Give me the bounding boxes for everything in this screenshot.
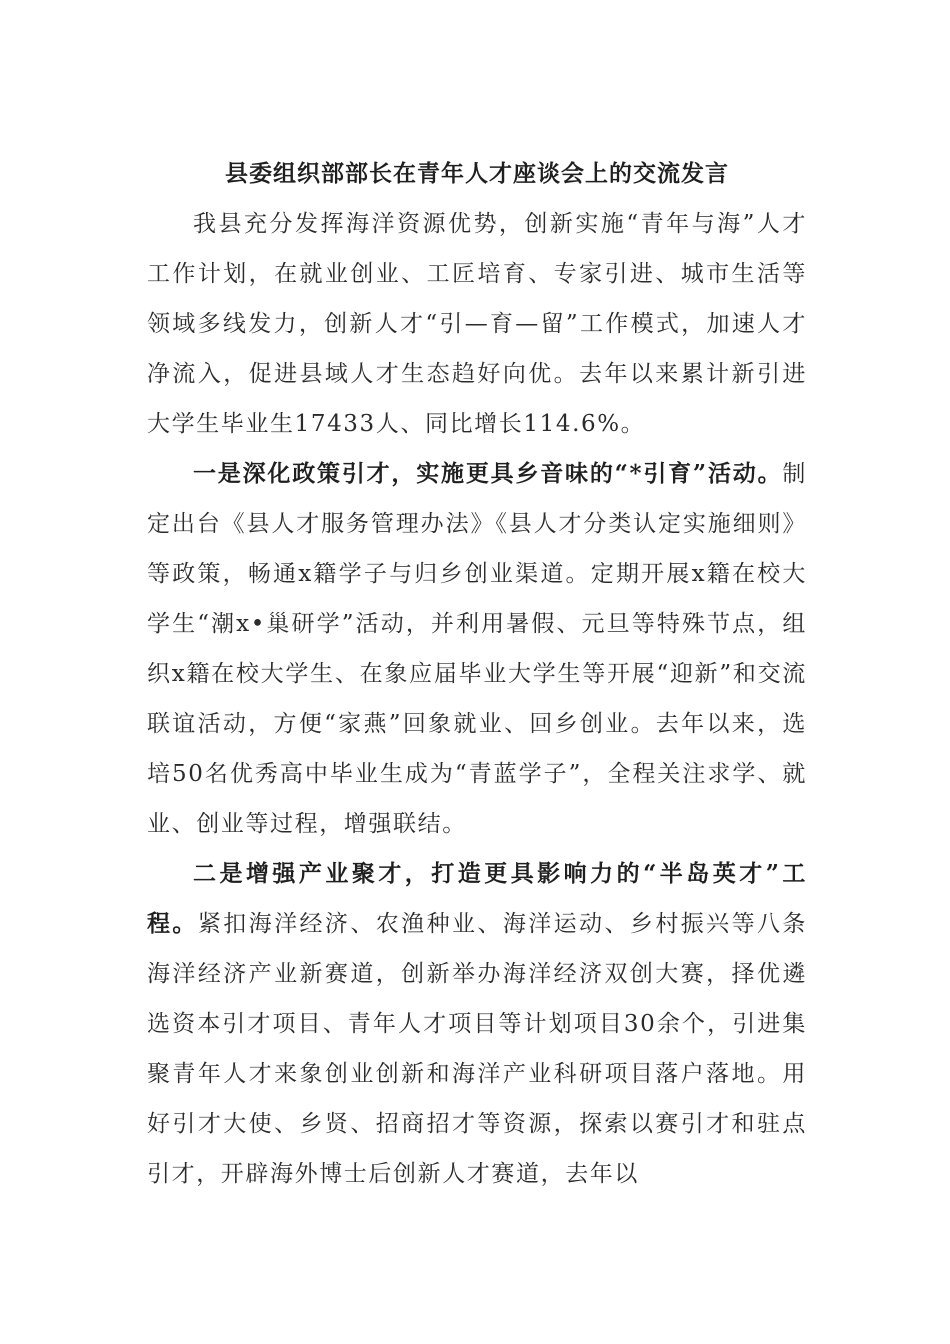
paragraph-intro (147, 199, 807, 449)
paragraph-policy (147, 449, 807, 849)
paragraph-text: 制定出台《县人才服务管理办法》《县人才分类认定实施细则》等政策，畅通x籍学子与归乡创业渠道。定期开展x籍在校大学生“潮x•巢研学”活动，并利用暑假、元旦等特殊节点，组织x籍在校大学生、在象应届毕业大学生等开展“迎新”和交流联谊活动，方便“家燕”回象就业、回乡创业。去年以来，选培50名优秀高中毕业生成为“青蓝学子”，全程关注求学、就业、创业等过程，增强联结。 (147, 461, 807, 837)
paragraph-text: 我县充分发挥海洋资源优势，创新实施“青年与海”人才工作计划，在就业创业、工匠培育、专家引进、城市生活等领域多线发力，创新人才“引—育—留”工作模式，加速人才净流入，促进县域人才生态趋好向优。去年以来累计新引进大学生毕业生17433人、同比增长114.6%。 (147, 211, 807, 437)
paragraph-text: 紧扣海洋经济、农渔种业、海洋运动、乡村振兴等八条海洋经济产业新赛道，创新举办海洋经济双创大赛，择优遴选资本引才项目、青年人才项目等计划项目30余个，引进集聚青年人才来象创业创新和海洋产业科研项目落户落地。用好引才大使、乡贤、招商招才等资源，探索以赛引才和驻点引才，开辟海外博士后创新人才赛道，去年以 (147, 911, 808, 1187)
document-body (147, 154, 807, 1199)
paragraph-lead: 二是增强产业聚才，打造更具影响力的“半岛英才”工程。 (147, 860, 807, 937)
paragraph-industry (147, 849, 807, 1199)
paragraph-lead: 一是深化政策引才，实施更具乡音味的“*引育”活动。 (193, 460, 783, 487)
document-title: 县委组织部部长在青年人才座谈会上的交流发言 (225, 160, 729, 187)
